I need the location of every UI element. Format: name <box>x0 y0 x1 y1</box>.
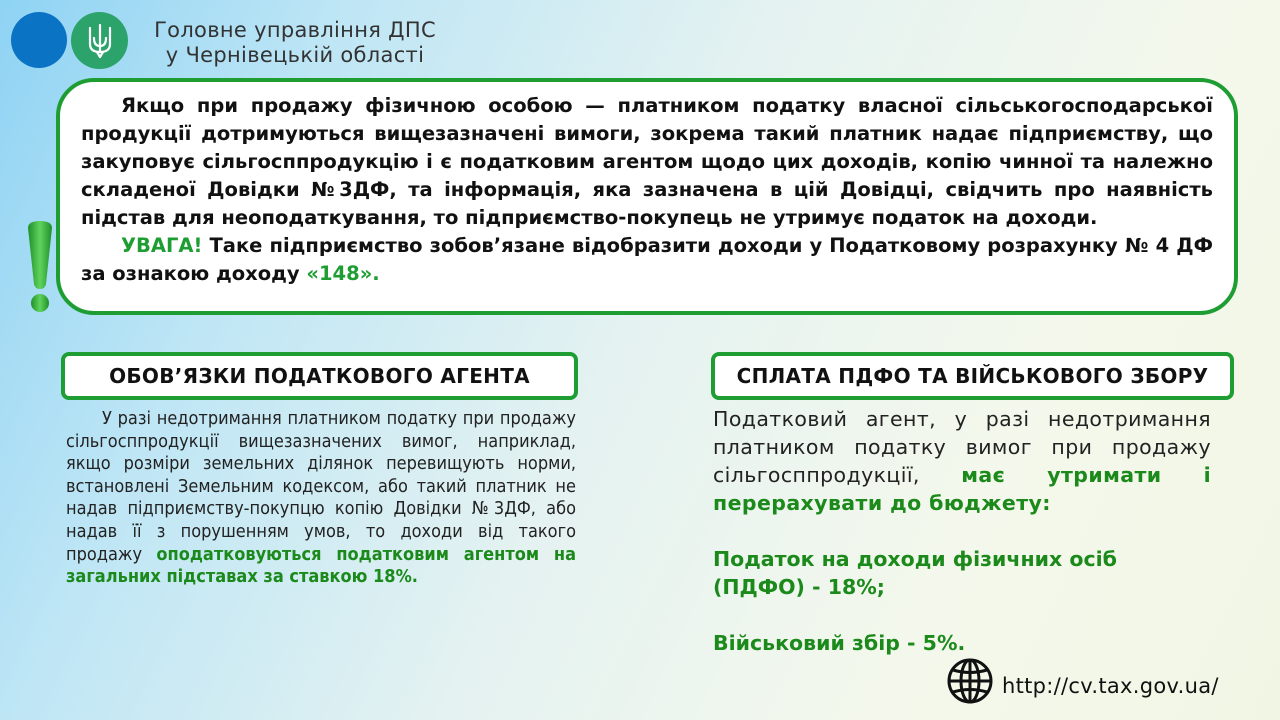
notice-period: . <box>372 262 380 285</box>
tax-agent-duties-highlight: оподатковуються податковим агентом на загальних підставах за ставкою 18%. <box>66 543 577 588</box>
tax-agent-duties-header <box>61 352 578 400</box>
tax-payment-intro <box>713 405 1211 517</box>
tax-payment-header <box>711 352 1234 400</box>
trident-emblem-icon <box>71 12 128 69</box>
tax-payment-body <box>713 405 1211 657</box>
notice-paragraph-2-text: Таке підприємство зобов’язане відобразити доходи у Податковому розрахунку № 4 ДФ за ознакою доходу <box>81 234 1213 285</box>
website-link[interactable]: http://cv.tax.gov.ua/ <box>1002 674 1219 698</box>
tax-payment-intro-highlight: має утримати і перерахувати до бюджету: <box>713 463 1212 515</box>
tax-agent-duties-title: ОБОВ’ЯЗКИ ПОДАТКОВОГО АГЕНТА <box>109 364 530 388</box>
tax-agent-duties-text: У разі недотримання платником податку при продажу сільгосппродукції вищезазначених вимог, наприклад, якщо розміри земельних ділянок перевищують норми, встановлені Земельним кодексом, або такий платник не надав підприємству-покупцю копію Довідки №3ДФ, або надав її з порушенням умов, то доходи від такого продажу <box>66 408 576 565</box>
tax-payment-title: СПЛАТА ПДФО ТА ВІЙСЬКОВОГО ЗБОРУ <box>736 364 1209 388</box>
tax-agent-duties-body <box>66 408 576 589</box>
organization-name <box>130 18 460 68</box>
organization-name-line2: у Чернівецькій області <box>165 43 425 67</box>
tax-payment-intro-text: Податковий агент, у разі недотримання платником податку вимог при продажу сільгосппродукції, <box>713 407 1211 487</box>
pdfo-rate: Податок на доходи фізичних осіб (ПДФО) - 18%; <box>713 547 1117 599</box>
organization-name-line1: Головне управління ДПС <box>154 18 436 42</box>
globe-icon <box>946 657 994 705</box>
notice-paragraph-1: Якщо при продажу фізичною особою — платником податку власної сільськогосподарської продукції дотримуються вищезазначені вимоги, зокрема такий платник надає підприємству, що закуповує сільгосппродукцію і є податковим агентом щодо цих доходів, копію чинної та належно складеної Довідки №3ДФ, та інформація, яка зазначена в цій Довідці, свідчить про наявність підстав для неоподаткування, то підприємство-покупець не утримує податок на доходи. <box>81 94 1213 229</box>
notice-box <box>56 78 1238 315</box>
exclamation-icon <box>23 220 57 314</box>
notice-paragraph-2 <box>81 232 1213 288</box>
income-code: «148» <box>306 262 373 285</box>
military-levy-rate: Військовий збір - 5%. <box>713 631 966 655</box>
tax-agent-duties-paragraph <box>66 408 576 589</box>
attention-label: УВАГА! <box>121 234 203 257</box>
blue-circle-logo <box>11 12 67 68</box>
trident-icon <box>86 22 114 60</box>
